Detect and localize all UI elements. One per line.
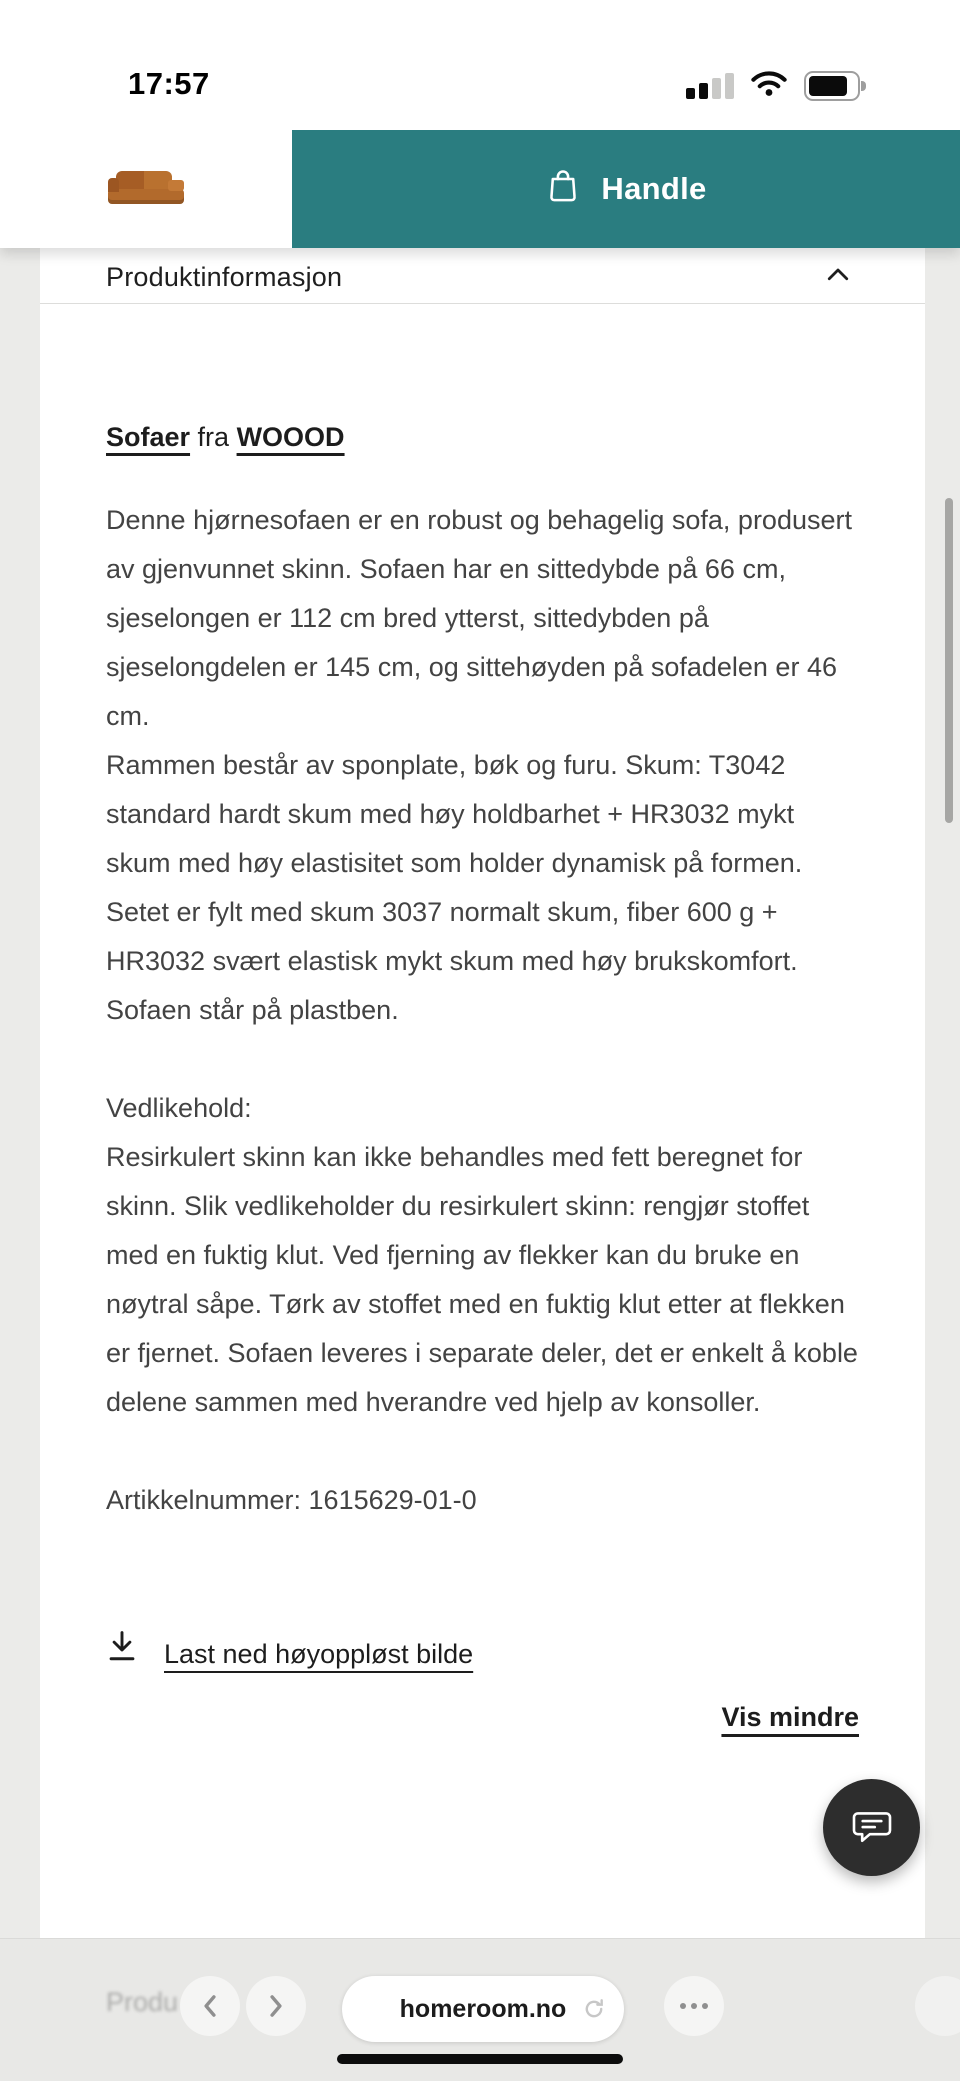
section-title: Produktinformasjon xyxy=(106,262,343,292)
chevron-up-icon xyxy=(823,260,853,295)
product-description-2: Rammen består av sponplate, bøk og furu. Skum: T3042 standard hardt skum med høy holdbarhet + HR3032 mykt skum med høy elastisitet som holder dynamisk på formen. Setet er fylt med skum 3037 normalt skum, fiber 600 g + HR3032 svært elastisk mykt skum med høy brukskomfort. Sofaen står på plastben. xyxy=(106,750,803,1025)
product-description-1: Denne hjørnesofaen er en robust og behagelig sofa, produsert av gjenvunnet skinn. Sofaen har en sittedybde på 66 cm, sjeselongen er 112 cm bred ytterst, sittedybden på sjeselongdelen er 145 cm, og sittehøyden på sofadelen er 46 cm. xyxy=(106,505,852,731)
show-less-link[interactable]: Vis mindre xyxy=(721,1702,859,1732)
download-icon xyxy=(106,1629,138,1679)
cellular-signal-icon xyxy=(686,73,734,99)
maintenance-heading: Vedlikehold: xyxy=(106,1093,252,1123)
ellipsis-icon xyxy=(680,2003,708,2009)
home-indicator[interactable] xyxy=(337,2054,623,2064)
product-info-card xyxy=(40,248,925,1938)
maintenance-text: Resirkulert skinn kan ikke behandles med fett beregnet for skinn. Slik vedlikeholder du resirkulert skinn: rengjør stoffet med en fuktig klut. Ved fjerning av flekker kan du bruke en nøytral såpe. Tørk av stoffet med en fuktig klut etter at flekken er fjernet. Sofaen leveres i separate deler, det er enkelt å koble delene sammen med hverandre ved hjelp av konsoller. xyxy=(106,1142,858,1417)
browser-forward-button[interactable] xyxy=(246,1976,306,2036)
product-info-accordion-header[interactable] xyxy=(40,248,925,304)
brand-line xyxy=(106,416,859,458)
status-bar xyxy=(0,0,960,130)
chat-widget-button[interactable] xyxy=(823,1779,920,1876)
background-page-text: Produ xyxy=(106,1987,179,2017)
category-sofas-link[interactable]: Sofaer xyxy=(106,422,191,452)
browser-back-button[interactable] xyxy=(180,1976,240,2036)
browser-more-button[interactable] xyxy=(664,1976,724,2036)
cart-handle-label: Handle xyxy=(601,171,707,206)
status-icons xyxy=(686,69,866,102)
download-row xyxy=(106,1629,859,1679)
page-body xyxy=(0,248,960,1938)
show-less-row xyxy=(106,1693,859,1742)
refresh-icon xyxy=(582,1997,606,2024)
browser-edge-button[interactable] xyxy=(915,1976,960,2036)
article-number: Artikkelnummer: 1615629-01-0 xyxy=(106,1485,477,1515)
product-info-content xyxy=(40,416,925,1742)
wifi-icon xyxy=(750,69,788,102)
battery-icon xyxy=(804,71,866,101)
shopping-bag-icon xyxy=(545,167,581,211)
browser-url: homeroom.no xyxy=(399,1994,567,2023)
brand-connector-text: fra xyxy=(190,422,237,452)
status-time: 17:57 xyxy=(128,66,210,101)
chat-bubble-icon xyxy=(848,1802,896,1853)
page-scrollbar[interactable] xyxy=(945,498,953,823)
browser-address-bar[interactable] xyxy=(342,1976,624,2042)
download-image-link[interactable]: Last ned høyoppløst bilde xyxy=(164,1638,474,1669)
site-header xyxy=(0,130,960,248)
cart-handle-button[interactable] xyxy=(292,130,960,248)
store-logo[interactable] xyxy=(0,130,292,248)
sofa-logo-image xyxy=(107,166,185,212)
brand-woood-link[interactable]: WOOOD xyxy=(236,422,345,452)
